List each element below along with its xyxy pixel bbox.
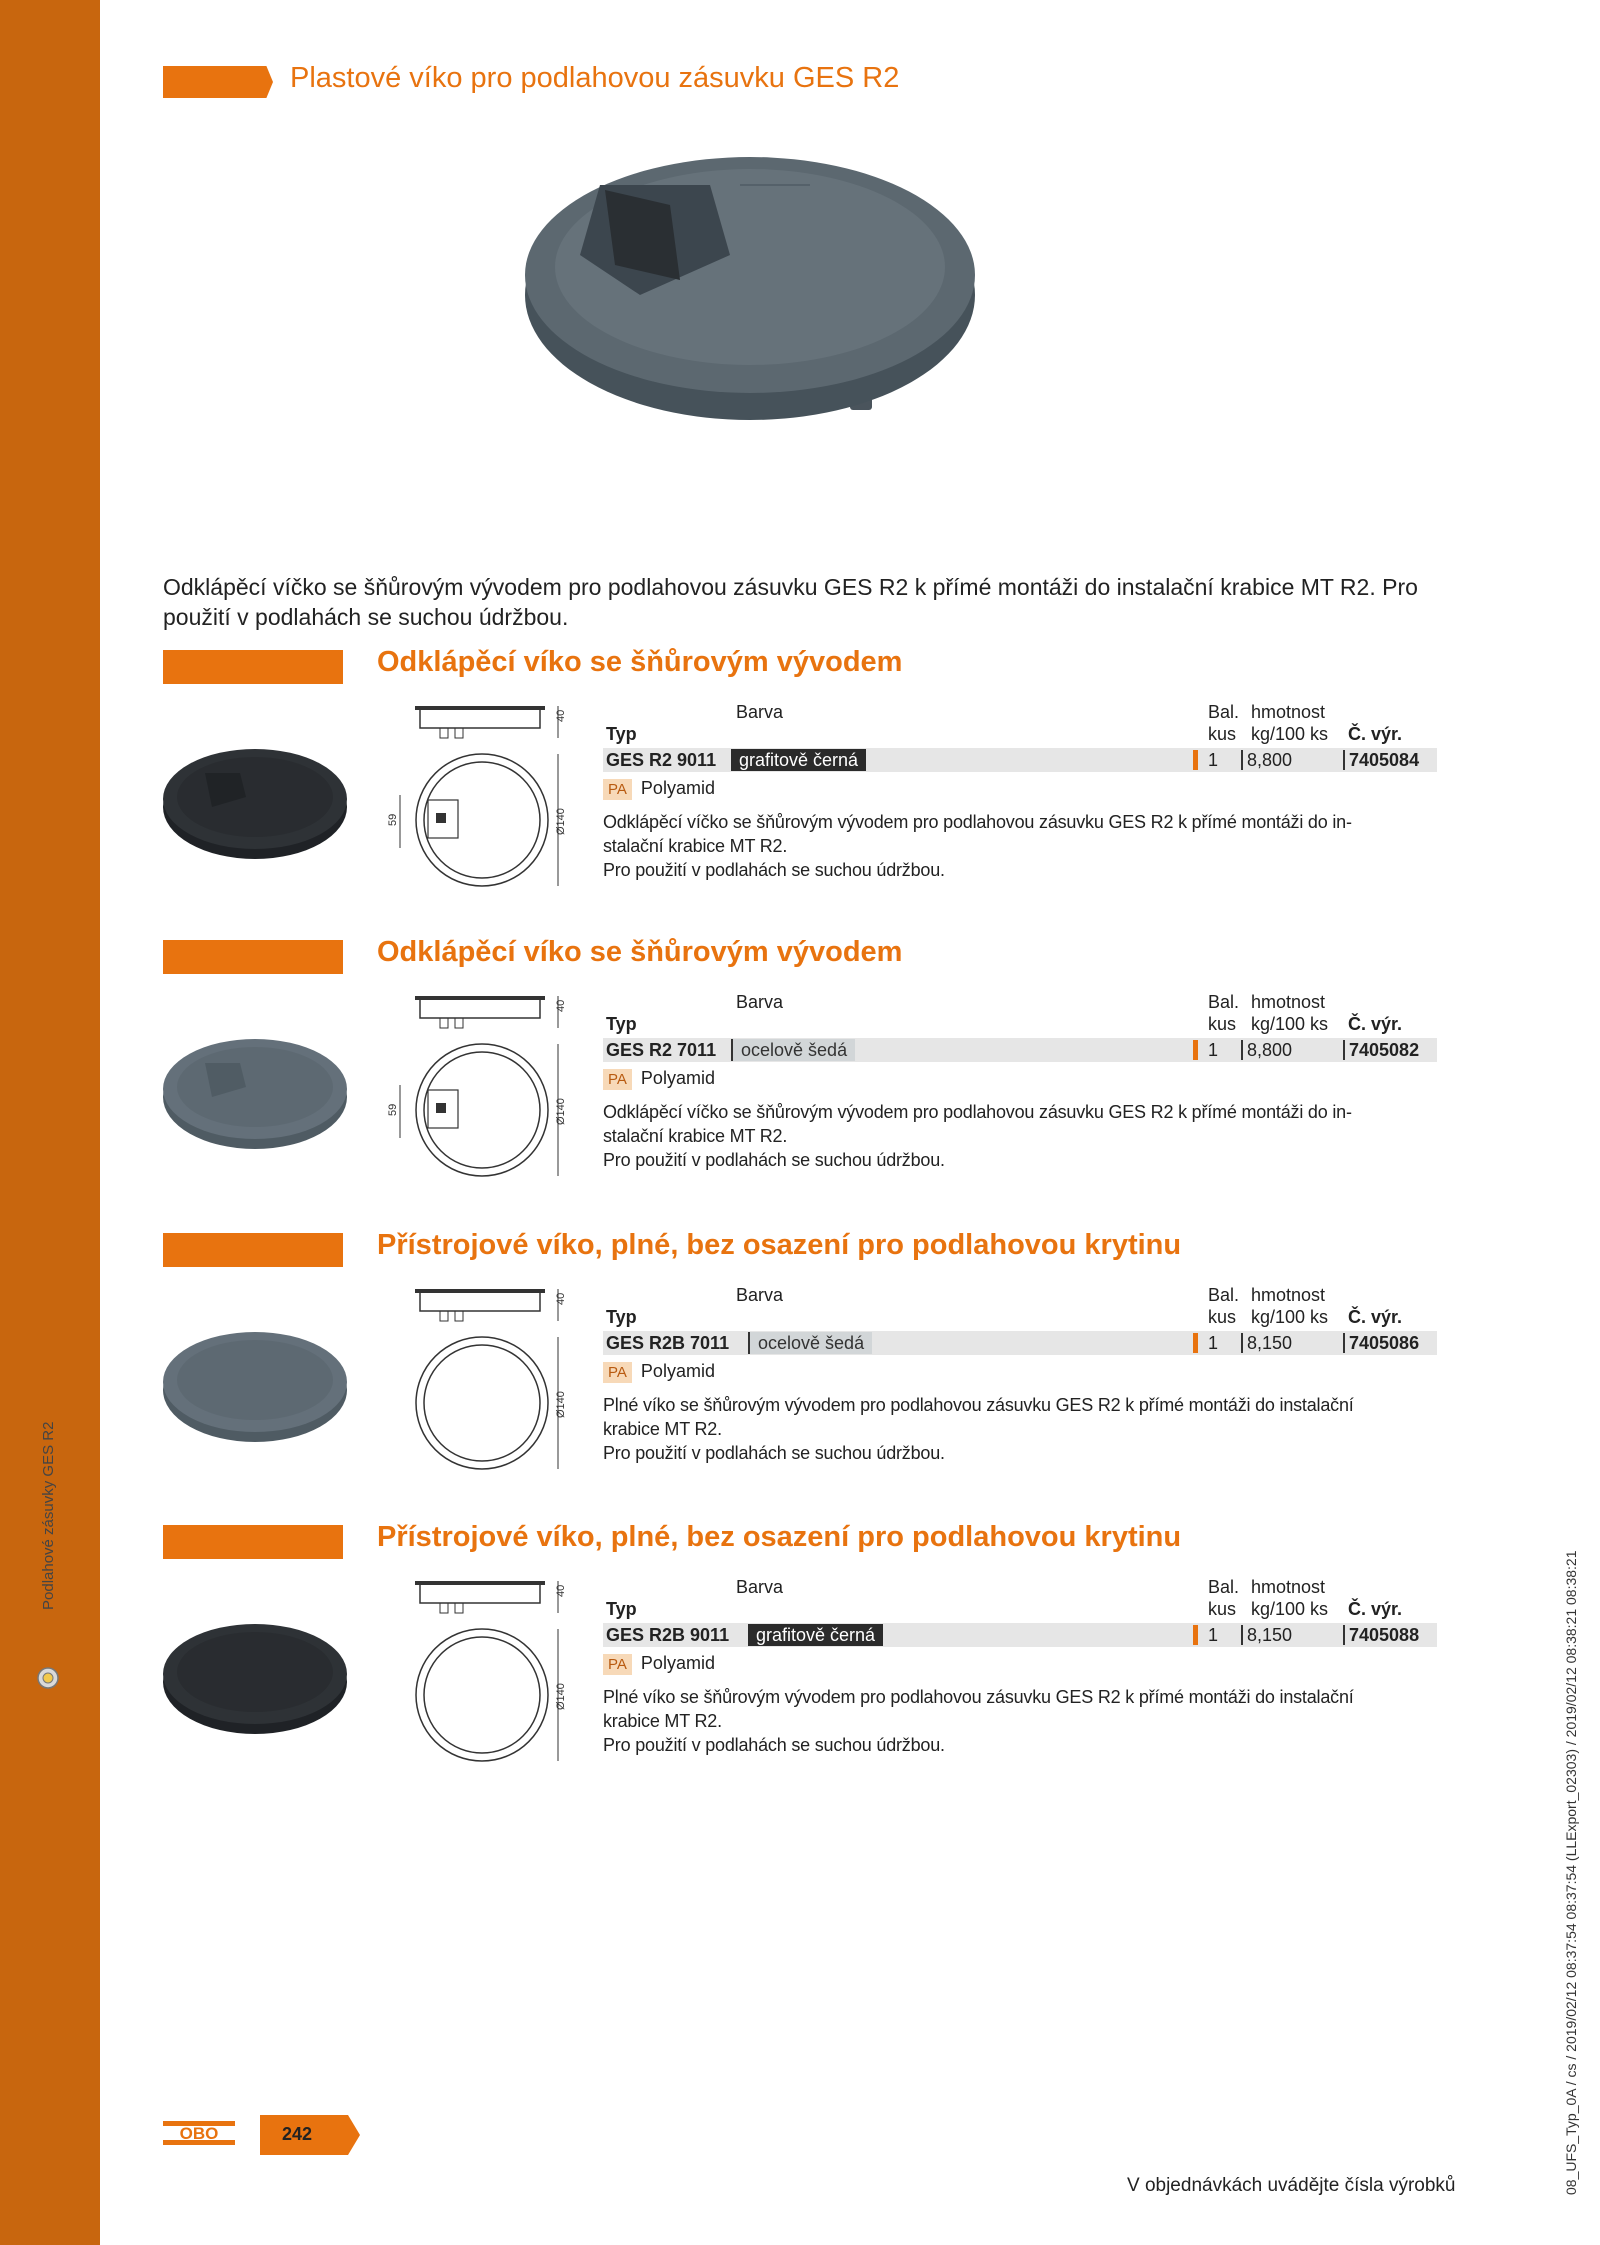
page-title: Plastové víko pro podlahovou zásuvku GES R2 [290,62,900,94]
product-table [603,1577,1437,1757]
product-color: grafitově černá [731,749,866,771]
description-line: Pro použití v podlahách se suchou údržbou. [603,1150,945,1170]
weight-value: 8,150 [1247,1333,1293,1353]
header-barva: Barva [736,1285,784,1305]
description-line: Plné víko se šňůrovým vývodem pro podlahovou zásuvku GES R2 k přímé montáži do instalační [603,1687,1354,1707]
product-type: GES R2 9011 [606,750,717,770]
header-hmotnost: hmotnost [1251,702,1326,722]
diameter-dim-label: Ø140 [555,1098,567,1125]
product-description [603,810,1437,882]
header-hmotnost: hmotnost [1251,1577,1326,1597]
product-section [0,1229,1600,1513]
product-photo [160,1610,350,1740]
description-line: Pro použití v podlahách se suchou údržbou. [603,860,945,880]
header-kus: kus [1208,1599,1237,1619]
material-code-badge: PA [603,1069,632,1090]
table-row [603,748,1437,772]
header-cvyr: Č. výr. [1348,1599,1403,1619]
height-dim-label: 40 [555,999,567,1012]
product-photo [160,1025,350,1155]
description-line: stalační krabice MT R2. [603,836,788,856]
weight-value: 8,150 [1247,1625,1293,1645]
header-cvyr: Č. výr. [1348,1307,1403,1327]
obo-logo [163,2118,235,2148]
section-title: Přístrojové víko, plné, bez osazení pro podlahovou krytinu [377,1229,1182,1261]
product-type: GES R2B 7011 [606,1333,730,1353]
description-line: Plné víko se šňůrovým vývodem pro podlahovou zásuvku GES R2 k přímé montáži do instalační [603,1395,1354,1415]
section-accent-bar [163,1233,343,1267]
header-barva: Barva [736,702,784,722]
header-barva: Barva [736,992,784,1012]
product-section [0,646,1600,930]
section-accent-bar [163,1525,343,1559]
intro-text: Odklápěcí víčko se šňůrovým vývodem pro podlahovou zásuvku GES R2 k přímé montáži do instalační krabice MT R2. Pro použití v podlahách se suchou údržbou. [163,574,1418,630]
header-bal: Bal. [1208,1577,1240,1597]
header-typ: Typ [606,1599,637,1619]
material-line [603,778,1437,802]
sidebar-chapter-label: Podlahové zásuvky GES R2 [40,1421,57,1610]
article-number: 7405088 [1349,1625,1420,1645]
article-number: 7405082 [1349,1040,1420,1060]
description-line: Pro použití v podlahách se suchou údržbou. [603,1735,945,1755]
material-code-badge: PA [603,1362,632,1383]
header-kg: kg/100 ks [1251,1014,1329,1034]
header-cvyr: Č. výr. [1348,1014,1403,1034]
footer-note: V objednávkách uvádějte čísla výrobků [1127,2175,1456,2196]
product-description [603,1393,1437,1465]
column-separator [1241,1040,1243,1060]
pack-quantity: 1 [1208,1333,1219,1353]
product-section [0,1521,1600,1805]
material-code-badge: PA [603,779,632,800]
product-type: GES R2 7011 [606,1040,717,1060]
height-dim-label: 40 [555,1584,567,1597]
row-marker [1193,750,1198,770]
description-line: Odklápěcí víčko se šňůrovým vývodem pro podlahovou zásuvku GES R2 k přímé montáži do in- [603,1102,1352,1122]
material-name: Polyamid [640,1653,715,1673]
table-row [603,1331,1437,1355]
column-separator [1343,1040,1345,1060]
column-separator [1343,750,1345,770]
material-line [603,1068,1437,1092]
table-row [603,1623,1437,1647]
description-line: Pro použití v podlahách se suchou údržbou. [603,1443,945,1463]
header-barva: Barva [736,1577,784,1597]
material-name: Polyamid [640,778,715,798]
row-marker [1193,1333,1198,1353]
table-row [603,1038,1437,1062]
column-separator [1241,750,1243,770]
diameter-dim-label: Ø140 [555,1391,567,1418]
material-name: Polyamid [640,1361,715,1381]
column-separator [1343,1625,1345,1645]
product-photo [160,1318,350,1448]
depth-dim-label: 59 [387,813,399,826]
header-typ: Typ [606,1014,637,1034]
article-number: 7405086 [1349,1333,1420,1353]
section-accent-bar [163,940,343,974]
height-dim-label: 40 [555,709,567,722]
product-table [603,992,1437,1172]
description-line: stalační krabice MT R2. [603,1126,788,1146]
column-separator [1241,1333,1243,1353]
article-number: 7405084 [1349,750,1420,770]
description-line: krabice MT R2. [603,1419,722,1439]
section-title: Odklápěcí víko se šňůrovým vývodem [377,936,903,968]
svg-text:OBO: OBO [179,2124,219,2143]
section-title: Odklápěcí víko se šňůrovým vývodem [377,646,903,678]
weight-value: 8,800 [1247,1040,1293,1060]
material-code-badge: PA [603,1654,632,1675]
depth-dim-label: 59 [387,1103,399,1116]
material-line [603,1361,1437,1385]
product-photo [160,735,350,865]
header-kg: kg/100 ks [1251,724,1329,744]
section-title: Přístrojové víko, plné, bez osazení pro podlahovou krytinu [377,1521,1182,1553]
height-dim-label: 40 [555,1292,567,1305]
header-bal: Bal. [1208,702,1240,722]
column-separator [1343,1333,1345,1353]
description-line: Odklápěcí víčko se šňůrovým vývodem pro podlahovou zásuvku GES R2 k přímé montáži do in- [603,812,1352,832]
product-table [603,1285,1437,1465]
product-color: ocelově šedá [748,1332,872,1354]
product-description [603,1685,1437,1757]
product-section [0,936,1600,1220]
weight-value: 8,800 [1247,750,1293,770]
material-line [603,1653,1437,1677]
pack-quantity: 1 [1208,1625,1219,1645]
header-hmotnost: hmotnost [1251,992,1326,1012]
dimension-drawing [370,700,570,900]
page-number: 242 [282,2124,313,2144]
header-kg: kg/100 ks [1251,1307,1329,1327]
dimension-drawing [370,1283,570,1483]
diameter-dim-label: Ø140 [555,808,567,835]
pack-quantity: 1 [1208,750,1219,770]
header-kus: kus [1208,1014,1237,1034]
header-hmotnost: hmotnost [1251,1285,1326,1305]
header-kus: kus [1208,724,1237,744]
header-kg: kg/100 ks [1251,1599,1329,1619]
row-marker [1193,1040,1198,1060]
print-metadata: 08_UFS_Typ_0A / cs / 2019/02/12 08:37:54 08:37:54 (LLExport_02303) / 2019/02/12 08:38:21 08:38:21 [1563,1550,1579,2195]
product-table [603,702,1437,882]
product-color: grafitově černá [748,1624,883,1646]
material-name: Polyamid [640,1068,715,1088]
product-hero-image [520,145,980,445]
product-description [603,1100,1437,1172]
header-typ: Typ [606,1307,637,1327]
pack-quantity: 1 [1208,1040,1219,1060]
header-kus: kus [1208,1307,1237,1327]
header-bal: Bal. [1208,992,1240,1012]
dimension-drawing [370,1575,570,1775]
title-accent-bar [163,66,273,98]
diameter-dim-label: Ø140 [555,1683,567,1710]
description-line: krabice MT R2. [603,1711,722,1731]
header-cvyr: Č. výr. [1348,724,1403,744]
header-typ: Typ [606,724,637,744]
dimension-drawing [370,990,570,1190]
section-accent-bar [163,650,343,684]
column-separator [1241,1625,1243,1645]
product-color: ocelově šedá [731,1039,855,1061]
row-marker [1193,1625,1198,1645]
product-type: GES R2B 9011 [606,1625,730,1645]
header-bal: Bal. [1208,1285,1240,1305]
